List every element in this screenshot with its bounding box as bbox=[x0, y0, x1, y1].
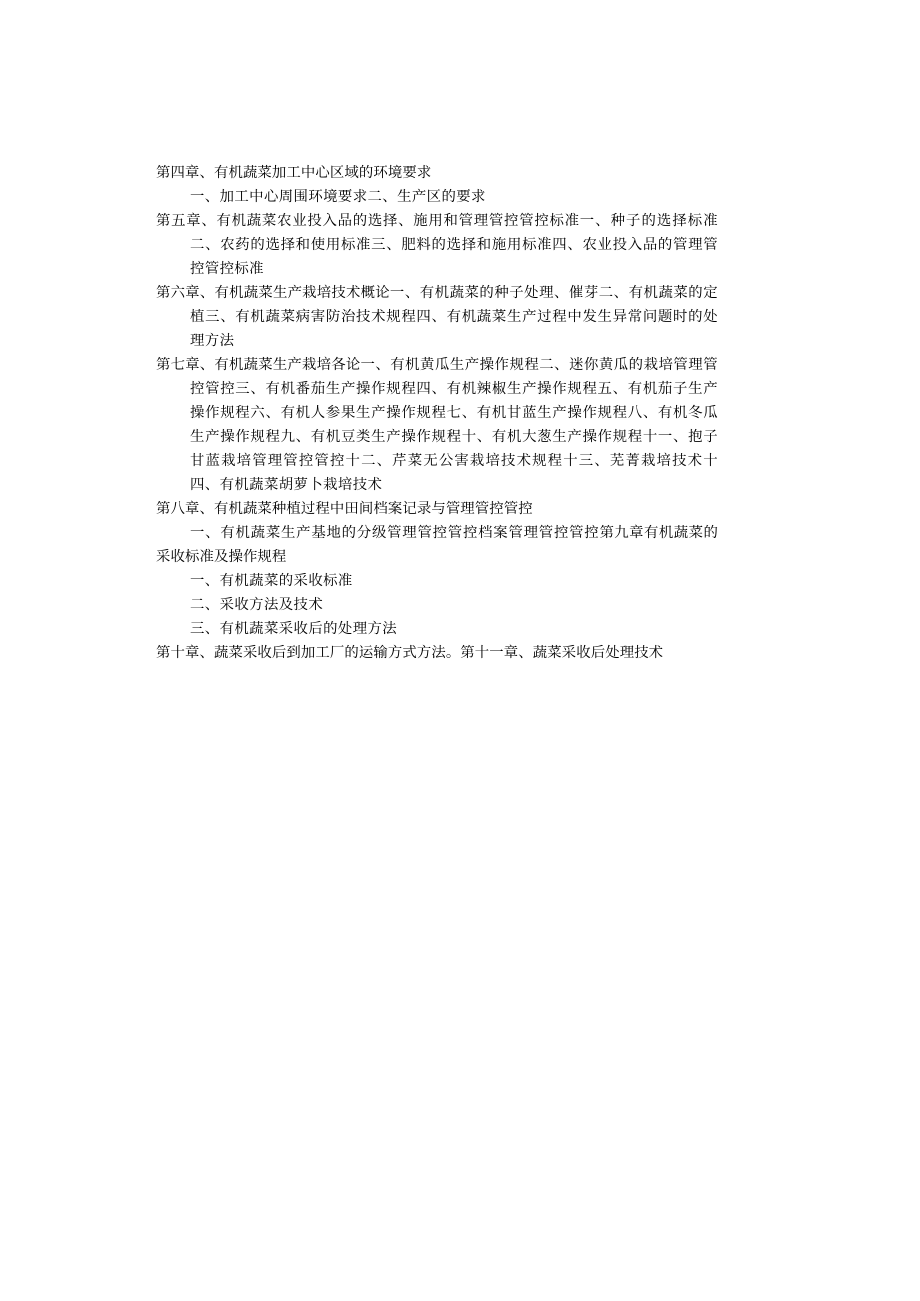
chapter-9-item-3 bbox=[156, 617, 718, 641]
chapter-5-items: 一、种子的选择标准二、农药的选择和使用标准三、肥料的选择和施用标准四、农业投入品的管理管控管控标准 bbox=[190, 213, 718, 277]
chapter-5-title: 第五章、有机蔬菜农业投入品的选择、施用和管理管控管控标准 bbox=[156, 213, 580, 229]
chapter-9-item-1-text: 一、有机蔬菜的采收标准 bbox=[190, 573, 353, 589]
document-page bbox=[156, 161, 718, 665]
chapter-8-heading bbox=[156, 497, 718, 521]
chapter-10-11-title: 第十章、蔬菜采收后到加工厂的运输方式方法。第十一章、蔬菜采收后处理技术 bbox=[156, 645, 664, 661]
chapter-7-items: 一、有机黄瓜生产操作规程二、迷你黄瓜的栽培管理管控管控三、有机番茄生产操作规程四、有机辣椒生产操作规程五、有机茄子生产操作规程六、有机人参果生产操作规程七、有机甘蓝生产操作规程八、有机冬瓜生产操作规程九、有机豆类生产操作规程十、有机大葱生产操作规程十一、抱子甘蓝栽培管理管控管控十二、芹菜无公害栽培技术规程十三、芜菁栽培技术十四、有机蔬菜胡萝卜栽培技术 bbox=[190, 357, 718, 493]
chapter-7-paragraph bbox=[156, 353, 718, 497]
chapter-4-title: 第四章、有机蔬菜加工中心区域的环境要求 bbox=[156, 165, 432, 181]
chapter-9-item-2 bbox=[156, 593, 718, 617]
chapter-5-paragraph bbox=[156, 209, 718, 281]
chapter-4-body bbox=[156, 185, 718, 209]
chapter-6-paragraph bbox=[156, 281, 718, 353]
chapter-9-item-2-text: 二、采收方法及技术 bbox=[190, 597, 324, 613]
chapter-7-title: 第七章、有机蔬菜生产栽培各论 bbox=[156, 357, 361, 373]
chapter-8-title: 第八章、有机蔬菜种植过程中田间档案记录与管理管控管控 bbox=[156, 501, 533, 517]
chapter-9-title: 第九章有机蔬菜的采收标准及操作规程 bbox=[156, 525, 718, 565]
chapter-6-items: 一、有机蔬菜的种子处理、催芽二、有机蔬菜的定植三、有机蔬菜病害防治技术规程四、有机蔬菜生产过程中发生异常问题时的处理方法 bbox=[190, 285, 718, 349]
chapter-9-item-1 bbox=[156, 569, 718, 593]
chapter-6-title: 第六章、有机蔬菜生产栽培技术概论 bbox=[156, 285, 390, 301]
chapter-10-11-heading bbox=[156, 641, 718, 665]
chapter-8-9-paragraph bbox=[156, 521, 718, 569]
chapter-4-items: 一、加工中心周围环境要求二、生产区的要求 bbox=[190, 189, 486, 205]
chapter-9-item-3-text: 三、有机蔬菜采收后的处理方法 bbox=[190, 621, 398, 637]
chapter-4-heading bbox=[156, 161, 718, 185]
chapter-8-items: 一、有机蔬菜生产基地的分级管理管控管控档案管理管控管控 bbox=[190, 525, 600, 541]
